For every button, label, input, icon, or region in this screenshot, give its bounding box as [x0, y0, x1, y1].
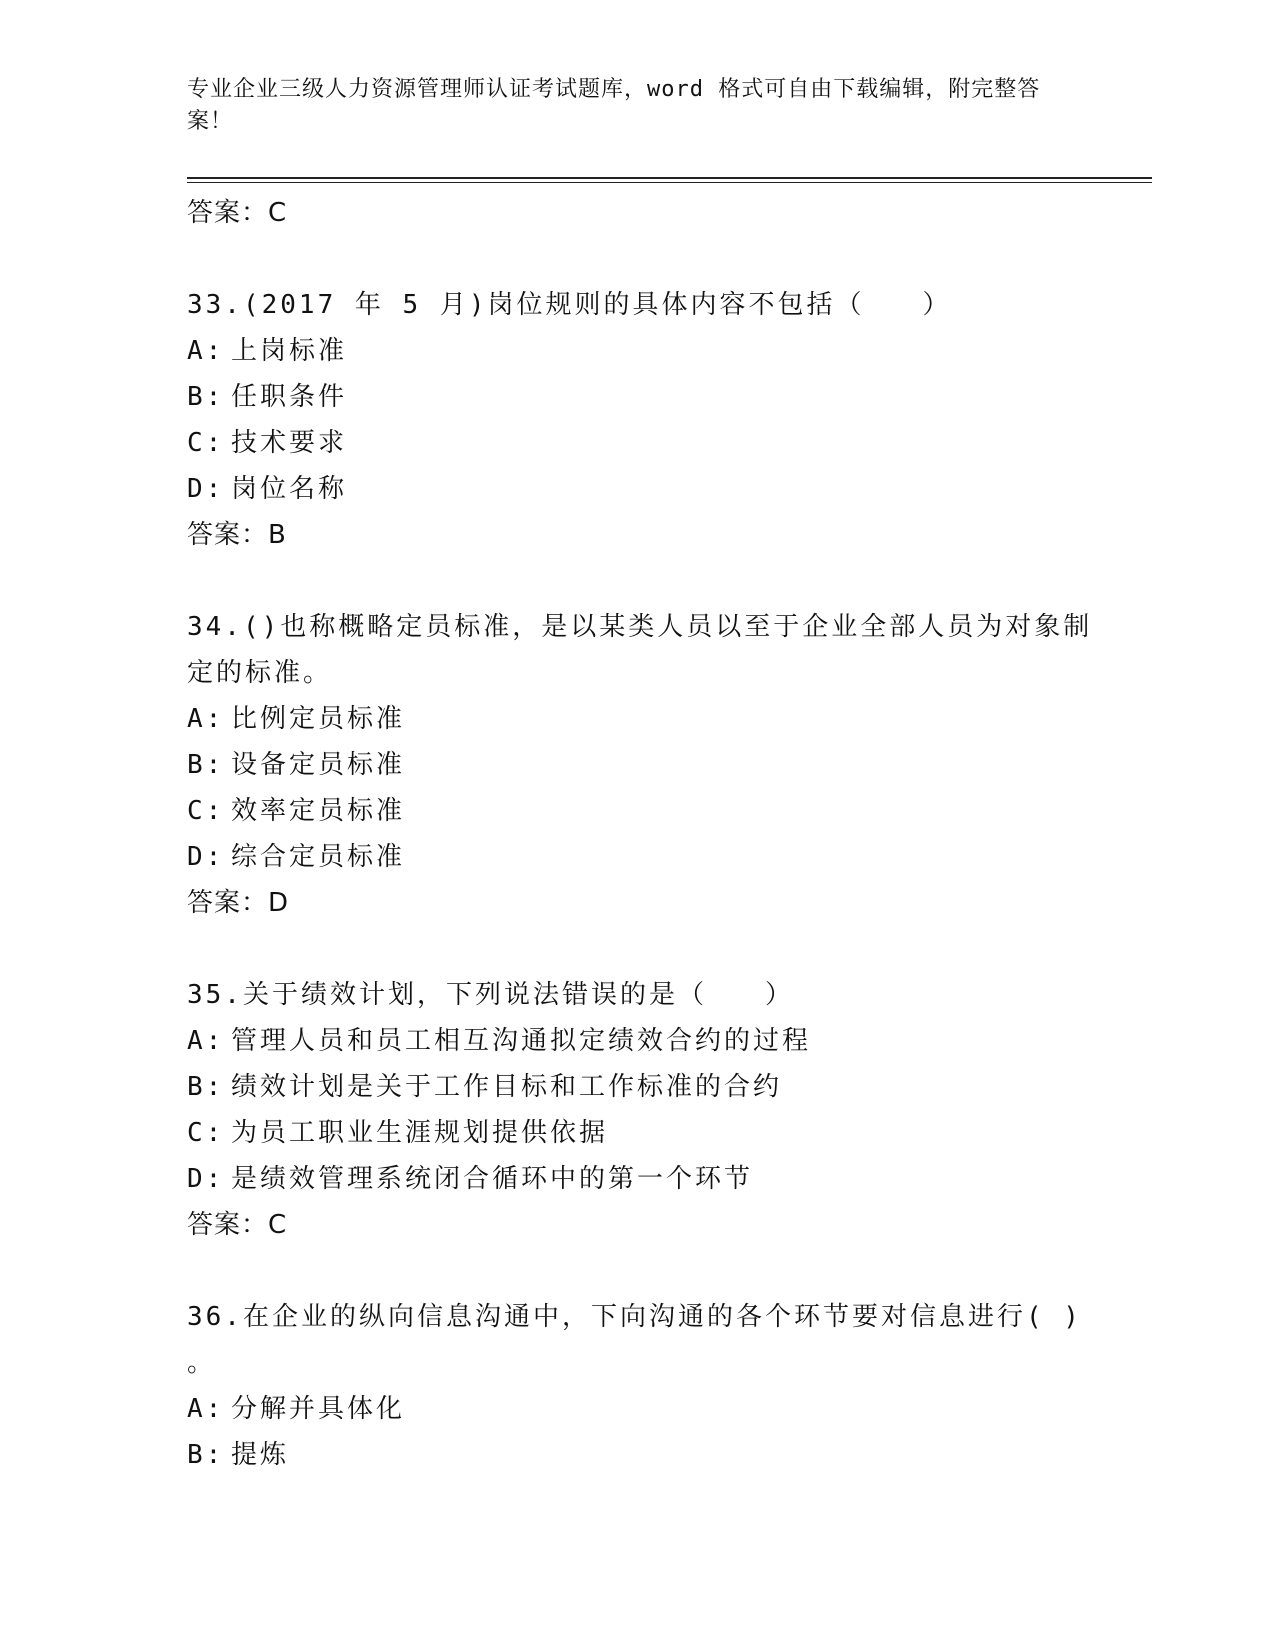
question-34-stem-line2: 定的标准。 — [187, 658, 333, 688]
question-33-option-a — [187, 328, 1087, 374]
option-text: 提炼 — [231, 1440, 290, 1470]
option-text: 是绩效管理系统闭合循环中的第一个环节 — [231, 1164, 754, 1194]
option-text: 绩效计划是关于工作目标和工作标准的合约 — [231, 1072, 783, 1102]
question-33-stem: 33.(2017 年 5 月)岗位规则的具体内容不包括（ ） — [187, 290, 952, 320]
option-text: 任职条件 — [231, 382, 348, 412]
question-33-option-b — [187, 374, 1087, 420]
question-35-option-a — [187, 1018, 1087, 1064]
question-36-option-a — [187, 1386, 1087, 1432]
option-text: 设备定员标准 — [231, 750, 406, 780]
question-33-option-d — [187, 466, 1087, 512]
question-34-option-a — [187, 696, 1087, 742]
answer-35: 答案：C — [187, 1210, 288, 1240]
question-list — [187, 190, 1093, 1478]
spacer — [187, 1248, 1087, 1294]
option-label: C: — [187, 796, 225, 826]
question-36-stem-line1: 36.在企业的纵向信息沟通中，下向沟通的各个环节要对信息进行( ) — [187, 1302, 1082, 1332]
option-text: 上岗标准 — [231, 336, 348, 366]
answer-33: 答案：B — [187, 520, 287, 550]
option-label: C: — [187, 1118, 225, 1148]
spacer — [187, 558, 1087, 604]
option-text: 技术要求 — [231, 428, 348, 458]
option-text: 效率定员标准 — [231, 796, 406, 826]
option-text: 分解并具体化 — [231, 1394, 406, 1424]
option-text: 管理人员和员工相互沟通拟定绩效合约的过程 — [231, 1026, 812, 1056]
option-label: D: — [187, 842, 225, 872]
option-label: B: — [187, 750, 225, 780]
question-34-option-b — [187, 742, 1087, 788]
question-35-option-c — [187, 1110, 1087, 1156]
document-header: 专业企业三级人力资源管理师认证考试题库，word 格式可自由下载编辑，附完整答案！ — [187, 77, 1041, 134]
option-label: A: — [187, 1026, 225, 1056]
option-label: C: — [187, 428, 225, 458]
option-label: B: — [187, 1072, 225, 1102]
answer-32: 答案：C — [187, 198, 288, 228]
option-label: A: — [187, 1394, 225, 1424]
question-36-option-b — [187, 1432, 1087, 1478]
header-rule-thick — [187, 177, 1152, 179]
spacer — [187, 926, 1087, 972]
question-34-option-d — [187, 834, 1087, 880]
option-label: A: — [187, 704, 225, 734]
option-label: D: — [187, 474, 225, 504]
option-text: 为员工职业生涯规划提供依据 — [231, 1118, 609, 1148]
question-34-option-c — [187, 788, 1087, 834]
option-label: A: — [187, 336, 225, 366]
option-text: 比例定员标准 — [231, 704, 406, 734]
answer-34: 答案：D — [187, 888, 290, 918]
question-35-stem: 35.关于绩效计划，下列说法错误的是（ ） — [187, 980, 794, 1010]
option-text: 综合定员标准 — [231, 842, 406, 872]
question-35-option-d — [187, 1156, 1087, 1202]
header-rule-thin — [187, 182, 1152, 183]
question-33-option-c — [187, 420, 1087, 466]
spacer — [187, 236, 1087, 282]
option-label: B: — [187, 382, 225, 412]
question-35-option-b — [187, 1064, 1087, 1110]
option-label: D: — [187, 1164, 225, 1194]
question-36-stem-line2: 。 — [187, 1348, 217, 1378]
question-34-stem-line1: 34.()也称概略定员标准，是以某类人员以至于企业全部人员为对象制 — [187, 612, 1093, 642]
option-label: B: — [187, 1440, 225, 1470]
option-text: 岗位名称 — [231, 474, 348, 504]
